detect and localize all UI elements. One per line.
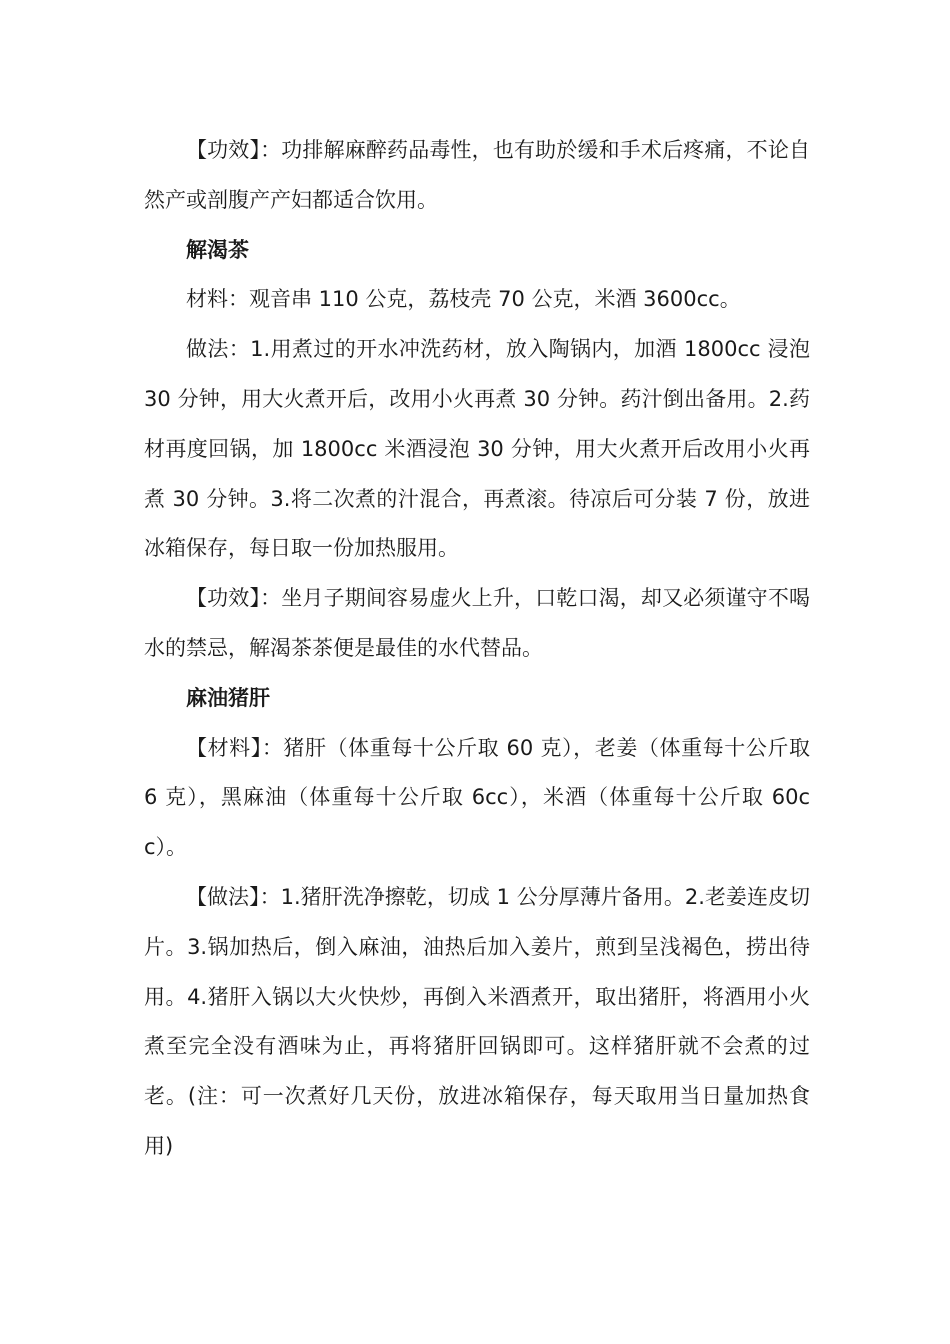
paragraph-ingredients-tea: 材料：观音串 110 公克，荔枝壳 70 公克，米酒 3600cc。	[186, 287, 741, 312]
paragraph-ingredients-liver: 【材料】：猪肝（体重每十公斤取 60 克），老姜（体重每十公斤取 6 克），黑麻油（体重每十公斤取 6cc），米酒（体重每十公斤取 60cc）。	[144, 735, 810, 860]
paragraph-gongxiao-tea: 【功效】：坐月子期间容易虚火上升，口乾口渴，却又必须谨守不喝水的禁忌，解渴茶茶便是最佳的水代替品。	[144, 586, 810, 660]
section-heading-sesame-pork-liver: 麻油猪肝	[186, 685, 270, 710]
document-page	[144, 126, 810, 1172]
paragraph-method-liver: 【做法】：1.猪肝洗净擦乾，切成 1 公分厚薄片备用。2.老姜连皮切片。3.锅加热后，倒入麻油，油热后加入姜片，煎到呈浅褐色，捞出待用。4.猪肝入锅以大火快炒，再倒入米酒煮开，取出猪肝，将酒用小火煮至完全没有酒味为止，再将猪肝回锅即可。这样猪肝就不会煮的过老。(注：可一次煮好几天份，放进冰箱保存，每天取用当日量加热食用)	[144, 884, 810, 1158]
paragraph-gongxiao-anesthesia: 【功效】：功排解麻醉药品毒性，也有助於缓和手术后疼痛，不论自然产或剖腹产产妇都适合饮用。	[144, 138, 810, 212]
section-heading-jieke-tea: 解渴茶	[186, 237, 249, 262]
paragraph-method-tea: 做法：1.用煮过的开水冲洗药材，放入陶锅内，加酒 1800cc 浸泡 30 分钟，用大火煮开后，改用小火再煮 30 分钟。药汁倒出备用。2.药材再度回锅，加 1800cc 米酒浸泡 30 分钟，用大火煮开后改用小火再煮 30 分钟。3.将二次煮的汁混合，再煮滚。待凉后可分装 7 份，放进冰箱保存，每日取一份加热服用。	[144, 337, 810, 561]
